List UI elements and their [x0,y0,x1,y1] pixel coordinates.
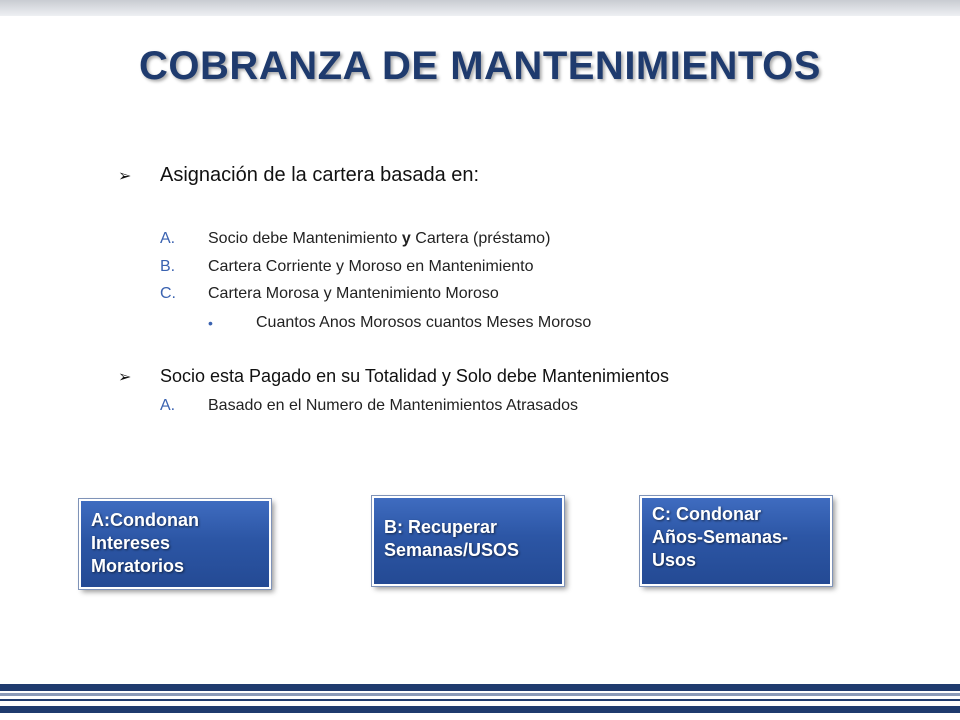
section2-heading: Socio esta Pagado en su Totalidad y Solo debe Mantenimientos [160,366,670,386]
top-decorative-bar [0,0,960,16]
section1-item-a [160,230,550,248]
item-marker: B. [160,258,176,275]
slide-title: COBRANZA DE MANTENIMIENTOS [139,44,821,88]
section2-item-a [160,397,578,415]
section1-heading: Asignación de la cartera basada en: [160,164,480,186]
item-text: Cartera Morosa y Mantenimiento Moroso [208,285,499,302]
box-condonan-intereses [79,499,271,589]
dot-bullet-icon: • [208,315,213,331]
box-recuperar-semanas [372,496,564,586]
section1-item-b [160,258,533,276]
bottom-stripe [0,693,960,696]
item-text: Basado en el Numero de Mantenimientos Atrasados [208,397,578,414]
box-line: Usos [652,550,697,570]
subitem-text: Cuantos Anos Morosos cuantos Meses Moroso [256,314,592,331]
box-line: Moratorios [91,556,185,576]
bottom-stripe [0,699,960,701]
item-text: Socio debe Mantenimiento y Cartera (préstamo) [208,230,551,247]
box-line: A:Condonan [91,510,199,530]
bottom-stripe [0,706,960,713]
item-marker: A. [160,230,176,247]
section1-subitem [208,314,591,332]
section1-item-c [160,285,499,303]
section1-heading-row [118,164,479,187]
arrow-bullet-icon: ➢ [118,167,132,185]
box-condonar-anos [640,496,832,586]
section2-heading-row [118,366,669,387]
item-text: Cartera Corriente y Moroso en Mantenimiento [208,258,534,275]
bottom-stripe [0,684,960,691]
arrow-bullet-icon: ➢ [118,368,132,386]
box-line: B: Recuperar [384,517,498,537]
box-line: C: Condonar [652,504,761,524]
box-line: Intereses [91,533,171,553]
box-line: Semanas/USOS [384,540,520,560]
item-marker: C. [160,285,176,302]
item-marker: A. [160,397,176,414]
box-line: Años-Semanas- [652,527,789,547]
